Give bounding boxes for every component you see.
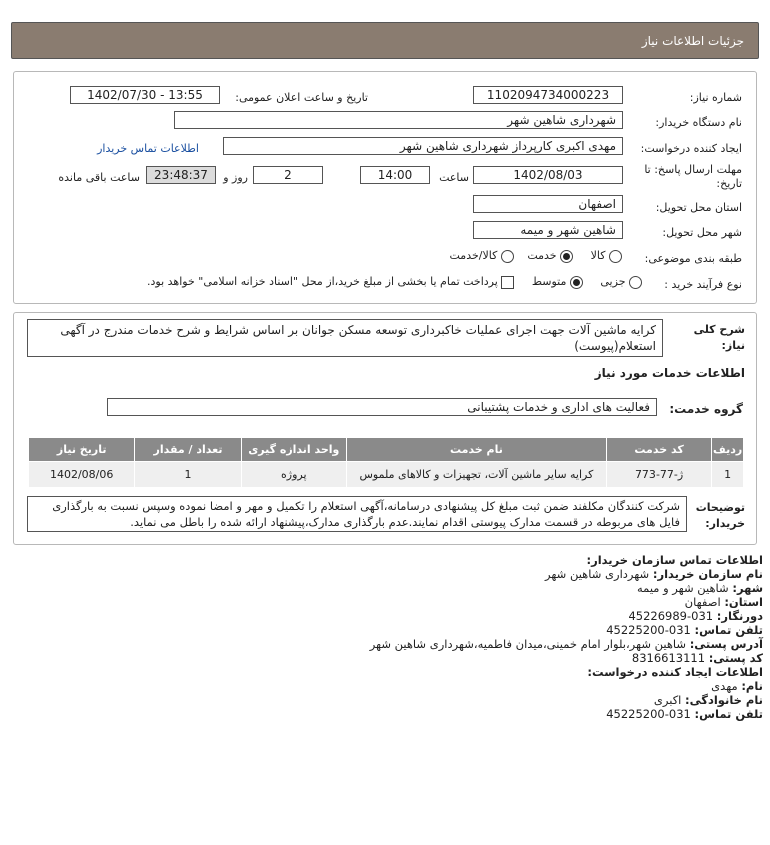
province-label-info: استان: <box>724 595 763 609</box>
city-value-info: شاهین شهر و میمه <box>637 581 729 595</box>
creator-phone-value: 031-45225200 <box>606 707 691 721</box>
creator-phone-line <box>370 707 763 721</box>
fax-value: 031-45226989 <box>628 609 714 623</box>
creator-label: ایجاد کننده درخواست: <box>640 142 742 155</box>
col-name: نام خدمت <box>346 438 606 462</box>
col-row: ردیف <box>712 438 744 462</box>
page-title: جزئیات اطلاعات نیاز <box>641 34 744 48</box>
service-group-field[interactable]: فعالیت های اداری و خدمات پشتیبانی <box>107 398 657 416</box>
category-radio-group <box>450 249 623 263</box>
buyer-label: نام دستگاه خریدار: <box>655 116 742 129</box>
deadline-label: مهلت ارسال پاسخ: تا تاریخ: <box>644 163 742 190</box>
deadline-time-field[interactable]: 14:00 <box>360 166 430 184</box>
col-date: تاریخ نیاز <box>29 438 135 462</box>
city-label-info: شهر: <box>732 581 763 595</box>
category-service-radio[interactable] <box>560 250 573 263</box>
buyer-notes-text[interactable]: شرکت کنندگان مکلفند ضمن ثبت مبلغ کل پیشنهادی درسامانه،آگهی استعلام را تکمیل و مهر و امضا نموده وسپس نسبت به بارگذاری فایل های مربوطه در قسمت مدارک پیوستی اقدام نمایند.عدم بارگذاری مدارک،پیشنهاد ارائه شده را باطل می نماید. <box>27 496 687 532</box>
announce-field[interactable]: 1402/07/30 - 13:55 <box>70 86 220 104</box>
buyer-address-line <box>370 637 763 651</box>
process-medium-radio[interactable] <box>570 276 583 289</box>
days-label: روز و <box>223 171 248 184</box>
phone-label: تلفن تماس: <box>694 623 763 637</box>
buyer-province-line <box>370 595 763 609</box>
province-label: استان محل تحویل: <box>655 201 742 214</box>
buyer-contact-section <box>370 553 763 721</box>
buyer-org-line <box>370 567 763 581</box>
col-code: کد خدمت <box>606 438 711 462</box>
process-minor-label: جزیی <box>600 275 626 288</box>
address-value: شاهین شهر،بلوار امام خمینی،میدان فاطمیه،شهرداری شاهین شهر <box>369 637 687 651</box>
category-goods-label: کالا <box>590 249 606 262</box>
need-number-label: شماره نیاز: <box>689 91 742 104</box>
deadline-time-label: ساعت <box>439 171 469 184</box>
name-value: مهدی <box>711 679 738 693</box>
buyer-fax-line <box>370 609 763 623</box>
process-medium-label: متوسط <box>531 275 567 288</box>
creator-name-line <box>370 679 763 693</box>
description-text[interactable]: کرایه ماشین آلات جهت اجرای عملیات خاکبرداری توسعه مسکن جوانان بر اساس شرایط و شرح خدمات مندرج در آگهی استعلام(پیوست) <box>27 319 663 357</box>
deadline-date-field[interactable]: 1402/08/03 <box>473 166 623 184</box>
cell-code: ژ-77-773 <box>606 462 711 488</box>
category-goods-service-radio[interactable] <box>501 250 514 263</box>
cell-row: 1 <box>712 462 744 488</box>
table-row[interactable] <box>29 462 744 488</box>
creator-field[interactable]: مهدی اکبری کارپرداز شهرداری شاهین شهر <box>223 137 623 155</box>
description-label: شرح کلی نیاز: <box>693 323 745 352</box>
org-label: نام سازمان خریدار: <box>652 567 763 581</box>
service-group-label: گروه خدمت: <box>669 402 743 416</box>
process-radio-group <box>147 275 642 289</box>
col-unit: واحد اندازه گیری <box>241 438 346 462</box>
announce-label: تاریخ و ساعت اعلان عمومی: <box>235 91 368 104</box>
creator-contact-title: اطلاعات ایجاد کننده درخواست: <box>587 665 763 679</box>
city-field[interactable]: شاهین شهر و میمه <box>473 221 623 239</box>
remaining-time-field: 23:48:37 <box>146 166 216 184</box>
name-label: نام: <box>741 679 763 693</box>
org-value: شهرداری شاهین شهر <box>545 567 650 581</box>
remaining-label: ساعت باقی مانده <box>58 171 140 184</box>
family-label: نام خانوادگی: <box>685 693 763 707</box>
category-goods-service-label: کالا/خدمت <box>449 249 498 262</box>
treasury-payment-label: پرداخت تمام یا بخشی از مبلغ خرید،از محل "اسناد خزانه اسلامی" خواهد بود. <box>147 275 498 288</box>
buyer-notes-label: توضیحات خریدار: <box>695 501 745 530</box>
fax-label: دورنگار: <box>716 609 763 623</box>
category-label: طبقه بندی موضوعی: <box>644 252 742 265</box>
services-table <box>28 437 744 488</box>
days-field[interactable]: 2 <box>253 166 323 184</box>
services-title: اطلاعات خدمات مورد نیاز <box>594 366 745 380</box>
city-label: شهر محل تحویل: <box>662 226 742 239</box>
buyer-city-line <box>370 581 763 595</box>
need-number-field[interactable]: 1102094734000223 <box>473 86 623 104</box>
buyer-field[interactable]: شهرداری شاهین شهر <box>174 111 623 129</box>
page-header <box>11 22 759 59</box>
postal-label: کد پستی: <box>708 651 763 665</box>
col-quantity: تعداد / مقدار <box>135 438 241 462</box>
family-value: اکبری <box>653 693 682 707</box>
category-goods-radio[interactable] <box>609 250 622 263</box>
address-label: آدرس پستی: <box>689 637 763 651</box>
process-minor-radio[interactable] <box>629 276 642 289</box>
process-label: نوع فرآیند خرید : <box>664 278 742 291</box>
buyer-phone-line <box>370 623 763 637</box>
buyer-postal-line <box>370 651 763 665</box>
treasury-payment-checkbox[interactable] <box>501 276 514 289</box>
province-field[interactable]: اصفهان <box>473 195 623 213</box>
category-service-label: خدمت <box>527 249 557 262</box>
cell-quantity: 1 <box>135 462 241 488</box>
cell-unit: پروژه <box>241 462 346 488</box>
table-header-row <box>29 438 744 462</box>
creator-phone-label: تلفن تماس: <box>694 707 763 721</box>
cell-name: کرایه سایر ماشین آلات، تجهیزات و کالاهای ملموس <box>346 462 606 488</box>
province-value-info: اصفهان <box>684 595 721 609</box>
cell-date: 1402/08/06 <box>29 462 135 488</box>
postal-value: 8316613111 <box>631 651 706 665</box>
buyer-contact-title: اطلاعات تماس سازمان خریدار: <box>586 553 763 567</box>
phone-value: 031-45225200 <box>606 623 691 637</box>
contact-buyer-link[interactable]: اطلاعات تماس خریدار <box>97 142 199 155</box>
creator-family-line <box>370 693 763 707</box>
